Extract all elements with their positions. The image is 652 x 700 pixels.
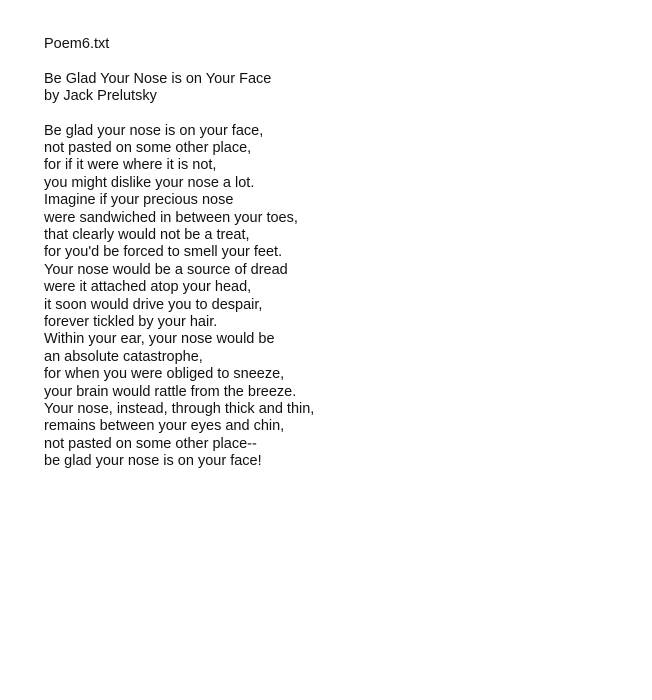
poem-line: you might dislike your nose a lot. [44,174,255,191]
poem-line: for you'd be forced to smell your feet. [44,244,283,261]
poem-line: that clearly would not be a treat, [44,226,250,243]
poem-line: Within your ear, your nose would be [44,331,275,348]
poem-title: Be Glad Your Nose is on Your Face [44,70,272,87]
poem-line: were it attached atop your head, [44,279,252,296]
poem-line: your brain would rattle from the breeze. [44,383,297,400]
poem-line: an absolute catastrophe, [44,348,203,365]
document-page [44,36,632,471]
poem-line: remains between your eyes and chin, [44,418,285,435]
poem-header [44,71,632,106]
poem-line: Imagine if your precious nose [44,192,234,209]
poem-line: forever tickled by your hair. [44,313,218,330]
file-name: Poem6.txt [44,36,110,52]
poem-line: for when you were obliged to sneeze, [44,366,285,383]
poem-line: for if it were where it is not, [44,157,217,174]
poem-line: not pasted on some other place, [44,139,252,156]
poem-line: were sandwiched in between your toes, [44,209,298,226]
poem-body [44,123,632,471]
poem-line: not pasted on some other place-- [44,435,257,452]
poem-line: be glad your nose is on your face! [44,453,262,470]
poem-byline: by Jack Prelutsky [44,88,157,104]
poem-line: Be glad your nose is on your face, [44,122,264,139]
poem-line: it soon would drive you to despair, [44,296,263,313]
poem-line: Your nose would be a source of dread [44,261,288,278]
poem-line: Your nose, instead, through thick and thin, [44,401,315,417]
